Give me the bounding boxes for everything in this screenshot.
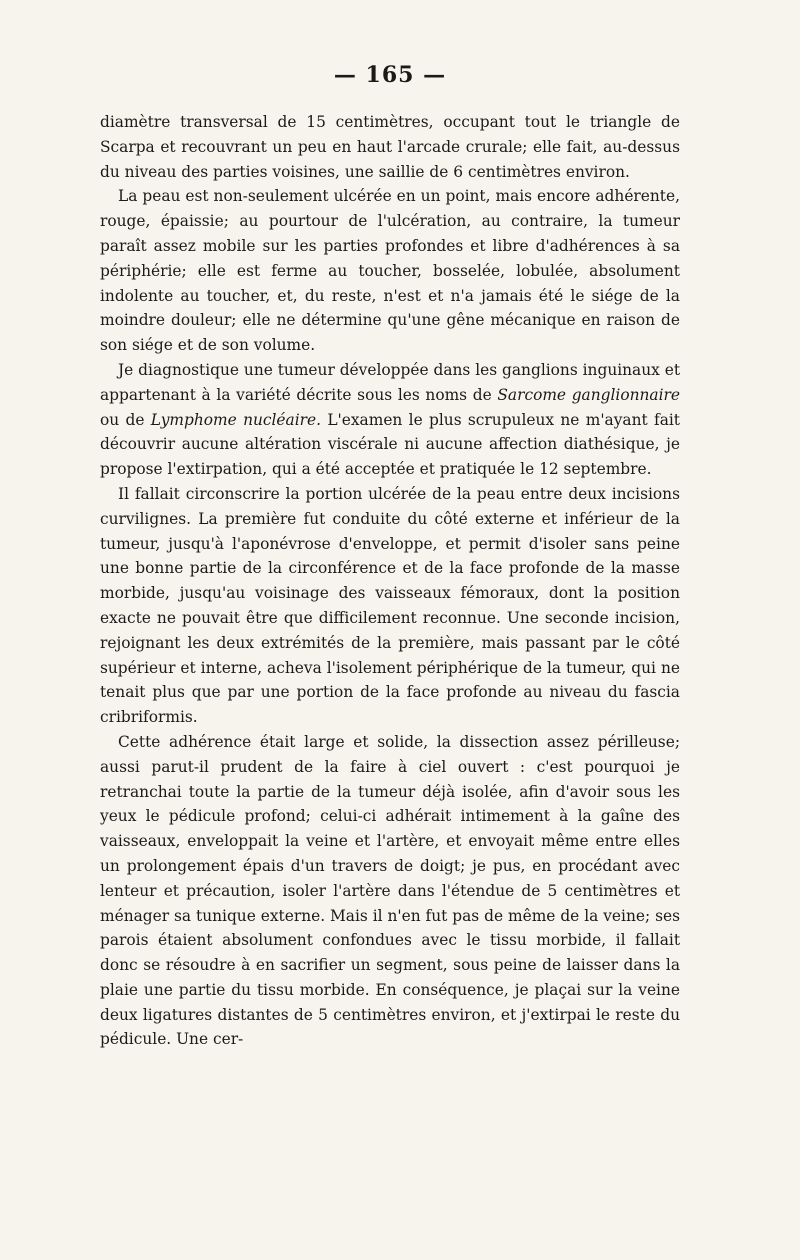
paragraph-2: La peau est non-seulement ulcérée en un point, mais encore adhérente, rouge, épaissie; au pourtour de l'ulcération, au contraire, la tumeur paraît assez mobile sur les parties profondes et libre d'adhérences à sa périphérie; elle est ferme au toucher, bosselée, lobulée, absolument indolente au toucher, et, du reste, n'est et n'a jamais été le siége de la moindre douleur; elle ne détermine qu'une gêne mécanique en raison de son siége et de son volume.: [100, 187, 680, 355]
paragraph-3-text-b: ou de: [100, 410, 151, 429]
page-number: — 165 —: [333, 62, 447, 88]
paragraph-5: Cette adhérence était large et solide, la dissection assez périlleuse; aussi parut-il prudent de la faire à ciel ouvert : c'est pourquoi je retranchai toute la partie de la tumeur déjà isolée, afin d'avoir sous les yeux le pédicule profond; celui-ci adhérait intimement à la gaîne des vaisseaux, enveloppait la veine et l'artère, et envoyait même entre elles un prolongement épais d'un travers de doigt; je pus, en procédant avec lenteur et précaution, isoler l'artère dans l'étendue de 5 centimètres et ménager sa tunique externe. Mais il n'en fut pas de même de la veine; ses parois étaient absolument confondues avec le tissu morbide, il fallait donc se résoudre à en sacrifier un segment, sous peine de laisser dans la plaie une partie du tissu morbide. En conséquence, je plaçai sur la veine deux ligatures distantes de 5 centimètres environ, et j'extirpai le reste du pédicule. Une cer-: [100, 732, 680, 1049]
paragraph-4: Il fallait circonscrire la portion ulcérée de la peau entre deux incisions curvilignes. La première fut conduite du côté externe et inférieur de la tumeur, jusqu'à l'aponévrose d'enveloppe, et permit d'isoler sans peine une bonne partie de la circonférence et de la face profonde de la masse morbide, jusqu'au voisinage des vaisseaux fémoraux, dont la position exacte ne pouvait être que difficilement reconnue. Une seconde incision, rejoignant les deux extrémités de la première, mais passant par le côté supérieur et interne, acheva l'isolement périphérique de la tumeur, qui ne tenait plus que par une portion de la face profonde au niveau du fascia cribriformis.: [100, 484, 680, 727]
paragraph-3-text-c: L'examen le plus scrupuleux ne m'ayant fait découvrir aucune altération viscérale ni aucune affection diathésique, je propose l'extirpation, qui a été acceptée et pratiquée le 12 septembre.: [100, 410, 680, 479]
book-page: [100, 62, 680, 1202]
paragraph-3-text-a: Je diagnostique une tumeur développée dans les ganglions inguinaux et appartenant à la variété décrite sous les noms de: [100, 360, 681, 404]
paragraph-3: [100, 358, 680, 482]
italic-term-sarcome: Sarcome ganglionnaire: [497, 385, 680, 404]
italic-term-lymphome: Lymphome nucléaire.: [150, 410, 321, 429]
paragraph-1: diamètre transversal de 15 centimètres, occupant tout le triangle de Scarpa et recouvrant un peu en haut l'arcade crurale; elle fait, au-dessus du niveau des parties voisines, une saillie de 6 centimètres environ.: [100, 113, 680, 181]
